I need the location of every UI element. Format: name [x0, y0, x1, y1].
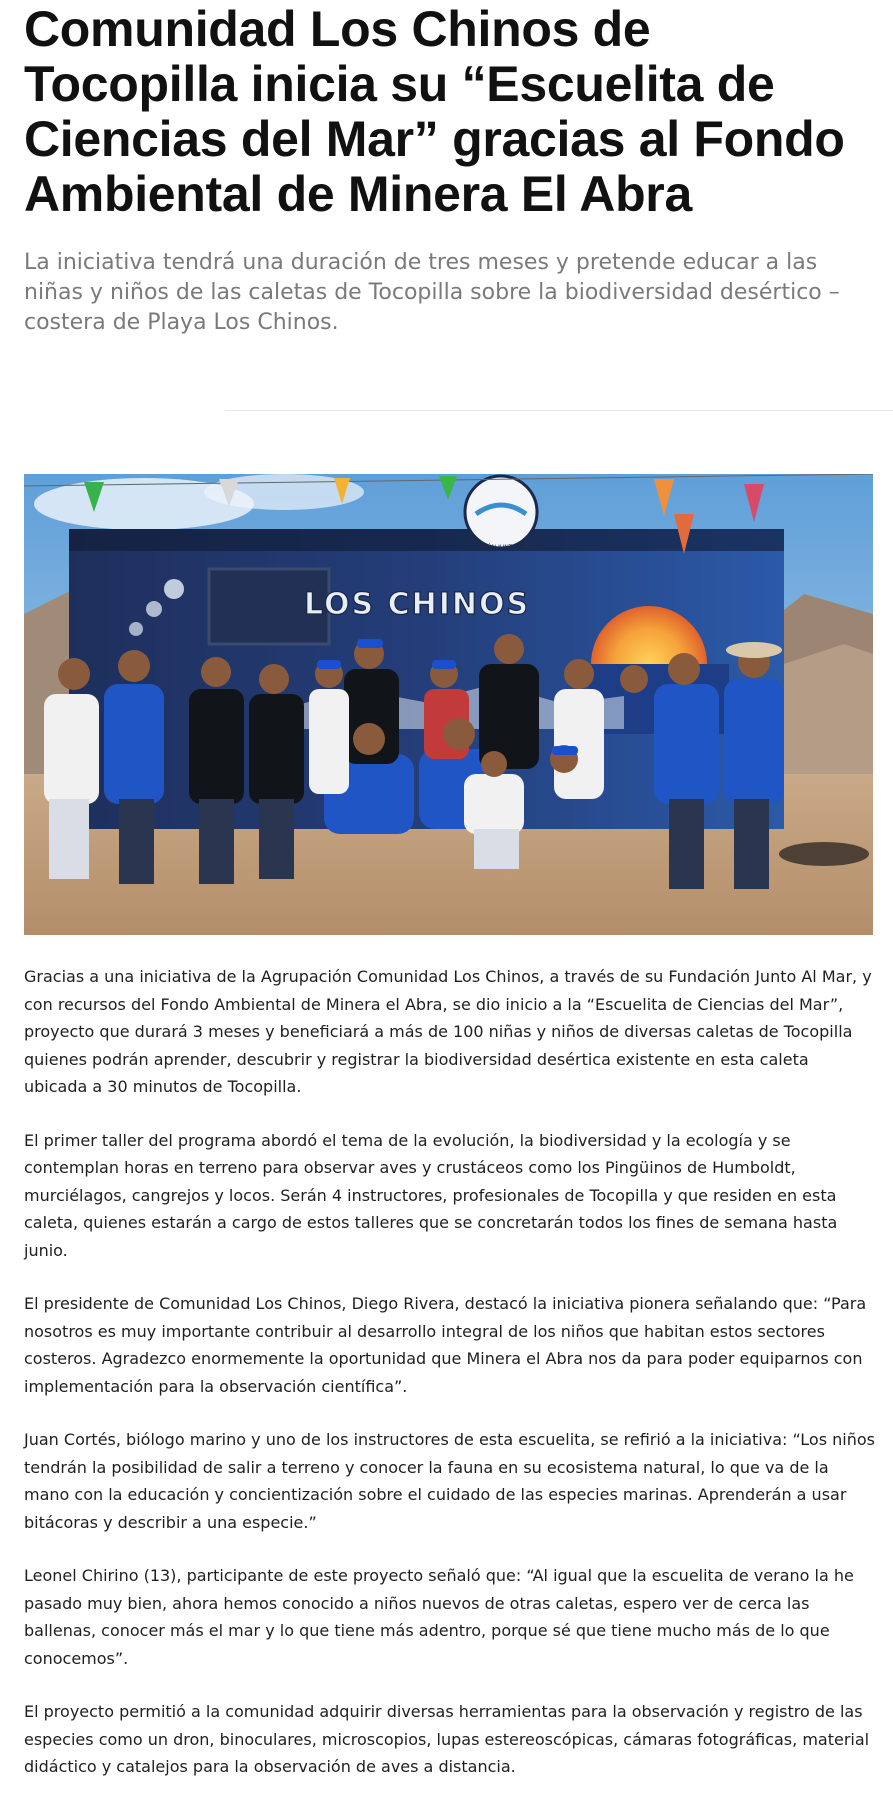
hero-photo[interactable]	[24, 474, 873, 935]
article-body	[24, 963, 876, 1807]
article-paragraph: El primer taller del programa abordó el tema de la evolución, la biodiversidad y la ecología y se contemplan horas en terreno para observar aves y crustáceos como los Pingüinos de Humboldt, murciélagos, cangrejos y locos. Serán 4 instructores, profesionales de Tocopilla y que residen en esta caleta, quienes estarán a cargo de estos talleres que se concretarán todos los fines de semana hasta junio.	[24, 1130, 838, 1260]
article-headline: Comunidad Los Chinos de Tocopilla inicia su “Escuelita de Ciencias del Mar” gracias al Fondo Ambiental de Minera El Abra	[24, 1, 845, 222]
article-header	[24, 0, 876, 338]
mural-text: LOS CHINOS	[304, 587, 531, 622]
hero-photo-illustration	[24, 474, 873, 935]
header-divider	[225, 410, 893, 411]
fundacion-sign-text: FUNDACIÓN JUNTO AL MAR	[460, 544, 542, 551]
article-paragraph: Leonel Chirino (13), participante de este proyecto señaló que: “Al igual que la escuelita de verano la he pasado muy bien, ahora hemos conocido a niños nuevos de otras caletas, espero ver de cerca las ballenas, conocer más el mar y lo que tiene más adentro, porque sé que tiene mucho más de lo que conocemos”.	[24, 1566, 854, 1668]
article-subtitle: La iniciativa tendrá una duración de tres meses y pretende educar a las niñas y niños de las caletas de Tocopilla sobre la biodiversidad desértico –costera de Playa Los Chinos.	[24, 250, 840, 335]
article-paragraph: Juan Cortés, biólogo marino y uno de los instructores de esta escuelita, se refirió a la iniciativa: “Los niños tendrán la posibilidad de salir a terreno y conocer la fauna en su ecosistema natural, lo que va de la mano con la educación y concientización sobre el cuidado de las especies marinas. Aprenderán a usar bitácoras y describir a una especie.”	[24, 1430, 875, 1532]
article-paragraph: El presidente de Comunidad Los Chinos, Diego Rivera, destacó la iniciativa pionera señalando que: “Para nosotros es muy importante contribuir al desarrollo integral de los niños que habitan estos sectores costeros. Agradezco enormemente la oportunidad que Minera el Abra nos da para poder equiparnos con implementación para la observación científica”.	[24, 1294, 867, 1396]
article-paragraph: Gracias a una iniciativa de la Agrupación Comunidad Los Chinos, a través de su Fundación Junto Al Mar, y con recursos del Fondo Ambiental de Minera el Abra, se dio inicio a la “Escuelita de Ciencias del Mar”, proyecto que durará 3 meses y beneficiará a más de 100 niñas y niños de diversas caletas de Tocopilla quienes podrán aprender, descubrir y registrar la biodiversidad desértica existente en esta caleta ubicada a 30 minutos de Tocopilla.	[24, 967, 872, 1096]
article-paragraph: El proyecto permitió a la comunidad adquirir diversas herramientas para la observación y registro de las especies como un dron, binoculares, microscopios, lupas estereoscópicas, cámaras fotográficas, material didáctico y catalejos para la observación de aves a distancia.	[24, 1702, 870, 1776]
